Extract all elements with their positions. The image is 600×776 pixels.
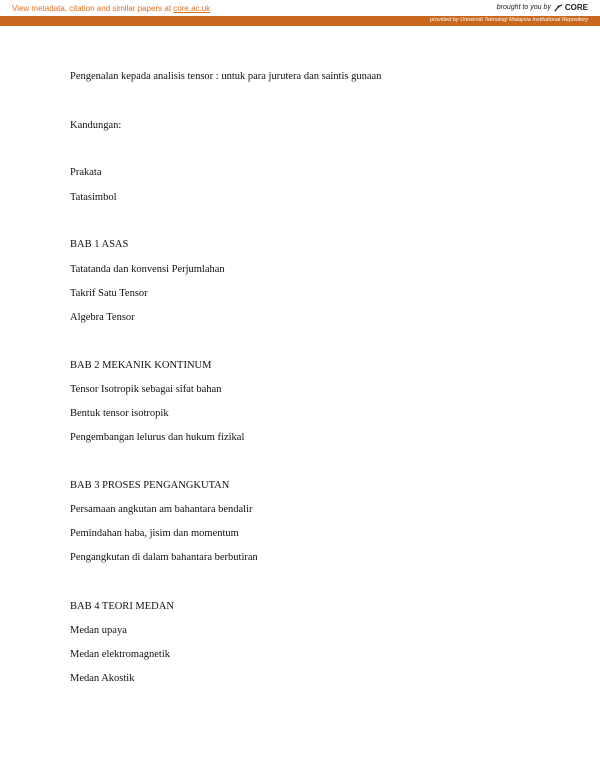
toc-item: Pengembangan lelurus dan hukum fizikal: [70, 432, 245, 443]
toc-item: Bentuk tensor isotropik: [70, 408, 169, 419]
core-logo[interactable]: [554, 3, 588, 12]
chapter-heading-3: BAB 3 PROSES PENGANGKUTAN: [70, 480, 230, 491]
toc-item-prakata: Prakata: [70, 167, 102, 178]
toc-item: Medan elektromagnetik: [70, 649, 171, 660]
core-metadata-prefix: View metadata, citation and similar papers at: [12, 4, 174, 13]
core-logo-text: CORE: [564, 3, 588, 12]
chapter-heading-4: BAB 4 TEORI MEDAN: [70, 601, 174, 612]
contents-label: Kandungan:: [70, 120, 122, 131]
provided-by-text: provided by Universiti Teknologi Malaysia Institutional Repository: [430, 17, 588, 23]
toc-item: Persamaan angkutan am bahantara bendalir: [70, 504, 253, 515]
toc-item: Pemindahan haba, jisim dan momentum: [70, 528, 239, 539]
core-link[interactable]: core.ac.uk: [173, 4, 211, 13]
chapter-heading-2: BAB 2 MEKANIK KONTINUM: [70, 360, 212, 371]
core-banner-top: [0, 0, 600, 16]
toc-item: Tatatanda dan konvensi Perjumlahan: [70, 264, 225, 275]
toc-item: Tensor Isotropik sebagai sifat bahan: [70, 384, 222, 395]
toc-item: Medan Akostik: [70, 673, 135, 684]
toc-item: Takrif Satu Tensor: [70, 288, 148, 299]
toc-item: Pengangkutan di dalam bahantara berbutiran: [70, 552, 258, 563]
provided-by-bar: [0, 16, 600, 26]
brought-to-you-by: [497, 3, 588, 12]
toc-item: Medan upaya: [70, 625, 127, 636]
toc-item-tatasimbol: Tatasimbol: [70, 192, 117, 203]
chapter-heading-1: BAB 1 ASAS: [70, 239, 129, 250]
brought-by-text: brought to you by: [496, 4, 551, 11]
core-banner: [0, 0, 600, 28]
toc-item: Algebra Tensor: [70, 312, 135, 323]
document-title: Pengenalan kepada analisis tensor : untuk para jurutera dan saintis gunaan: [70, 71, 382, 82]
core-logo-icon: [554, 3, 563, 12]
core-metadata-text: [12, 4, 210, 13]
